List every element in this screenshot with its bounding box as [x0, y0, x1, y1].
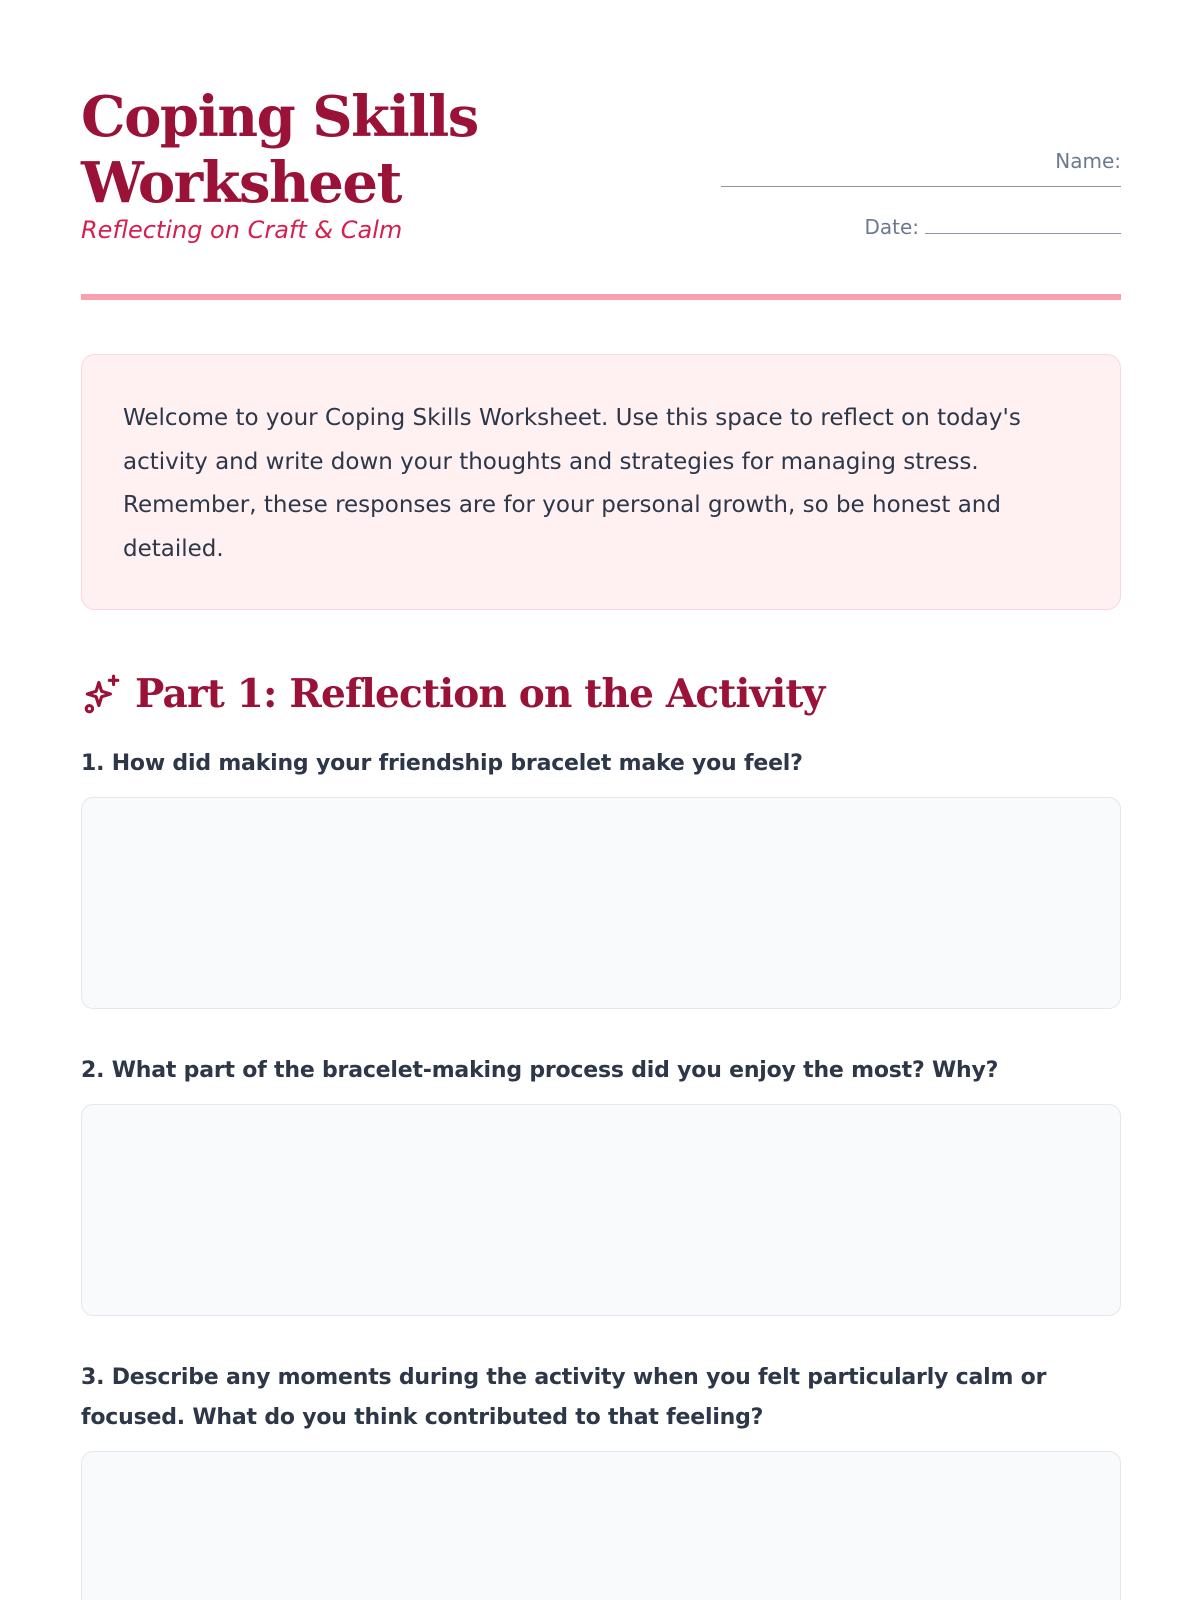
date-field[interactable]	[925, 233, 1121, 234]
title-line-2: Worksheet	[81, 150, 401, 216]
name-field[interactable]	[721, 186, 1121, 187]
answer-box-2[interactable]	[81, 1104, 1121, 1316]
date-label: Date:	[864, 215, 919, 239]
question-2: 2. What part of the bracelet-making process did you enjoy the most? Why?	[81, 1058, 999, 1083]
section-title: Part 1: Reflection on the Activity	[135, 671, 825, 717]
title-line-1: Coping Skills	[81, 84, 478, 150]
page-subtitle: Reflecting on Craft & Calm	[81, 216, 403, 244]
sparkles-icon	[81, 673, 123, 715]
page-title	[81, 84, 601, 216]
section-heading	[81, 668, 824, 720]
header-divider	[81, 294, 1121, 300]
name-label: Name:	[1055, 149, 1121, 173]
intro-text: Welcome to your Coping Skills Worksheet. Use this space to reflect on today's activity and write down your thoughts and strategies for managing stress. Remember, these responses are for your personal growth, so be honest and detailed.	[123, 405, 1021, 562]
answer-box-1[interactable]	[81, 797, 1121, 1009]
worksheet-header	[81, 84, 1121, 264]
answer-box-3[interactable]	[81, 1451, 1121, 1600]
name-date-block	[701, 146, 1121, 239]
worksheet-page	[81, 0, 1121, 1600]
question-1: 1. How did making your friendship bracelet make you feel?	[81, 751, 803, 776]
date-row	[701, 209, 1121, 239]
intro-box	[81, 354, 1121, 610]
question-3: 3. Describe any moments during the activity when you felt particularly calm or focused. What do you think contributed to that feeling?	[81, 1365, 1047, 1430]
